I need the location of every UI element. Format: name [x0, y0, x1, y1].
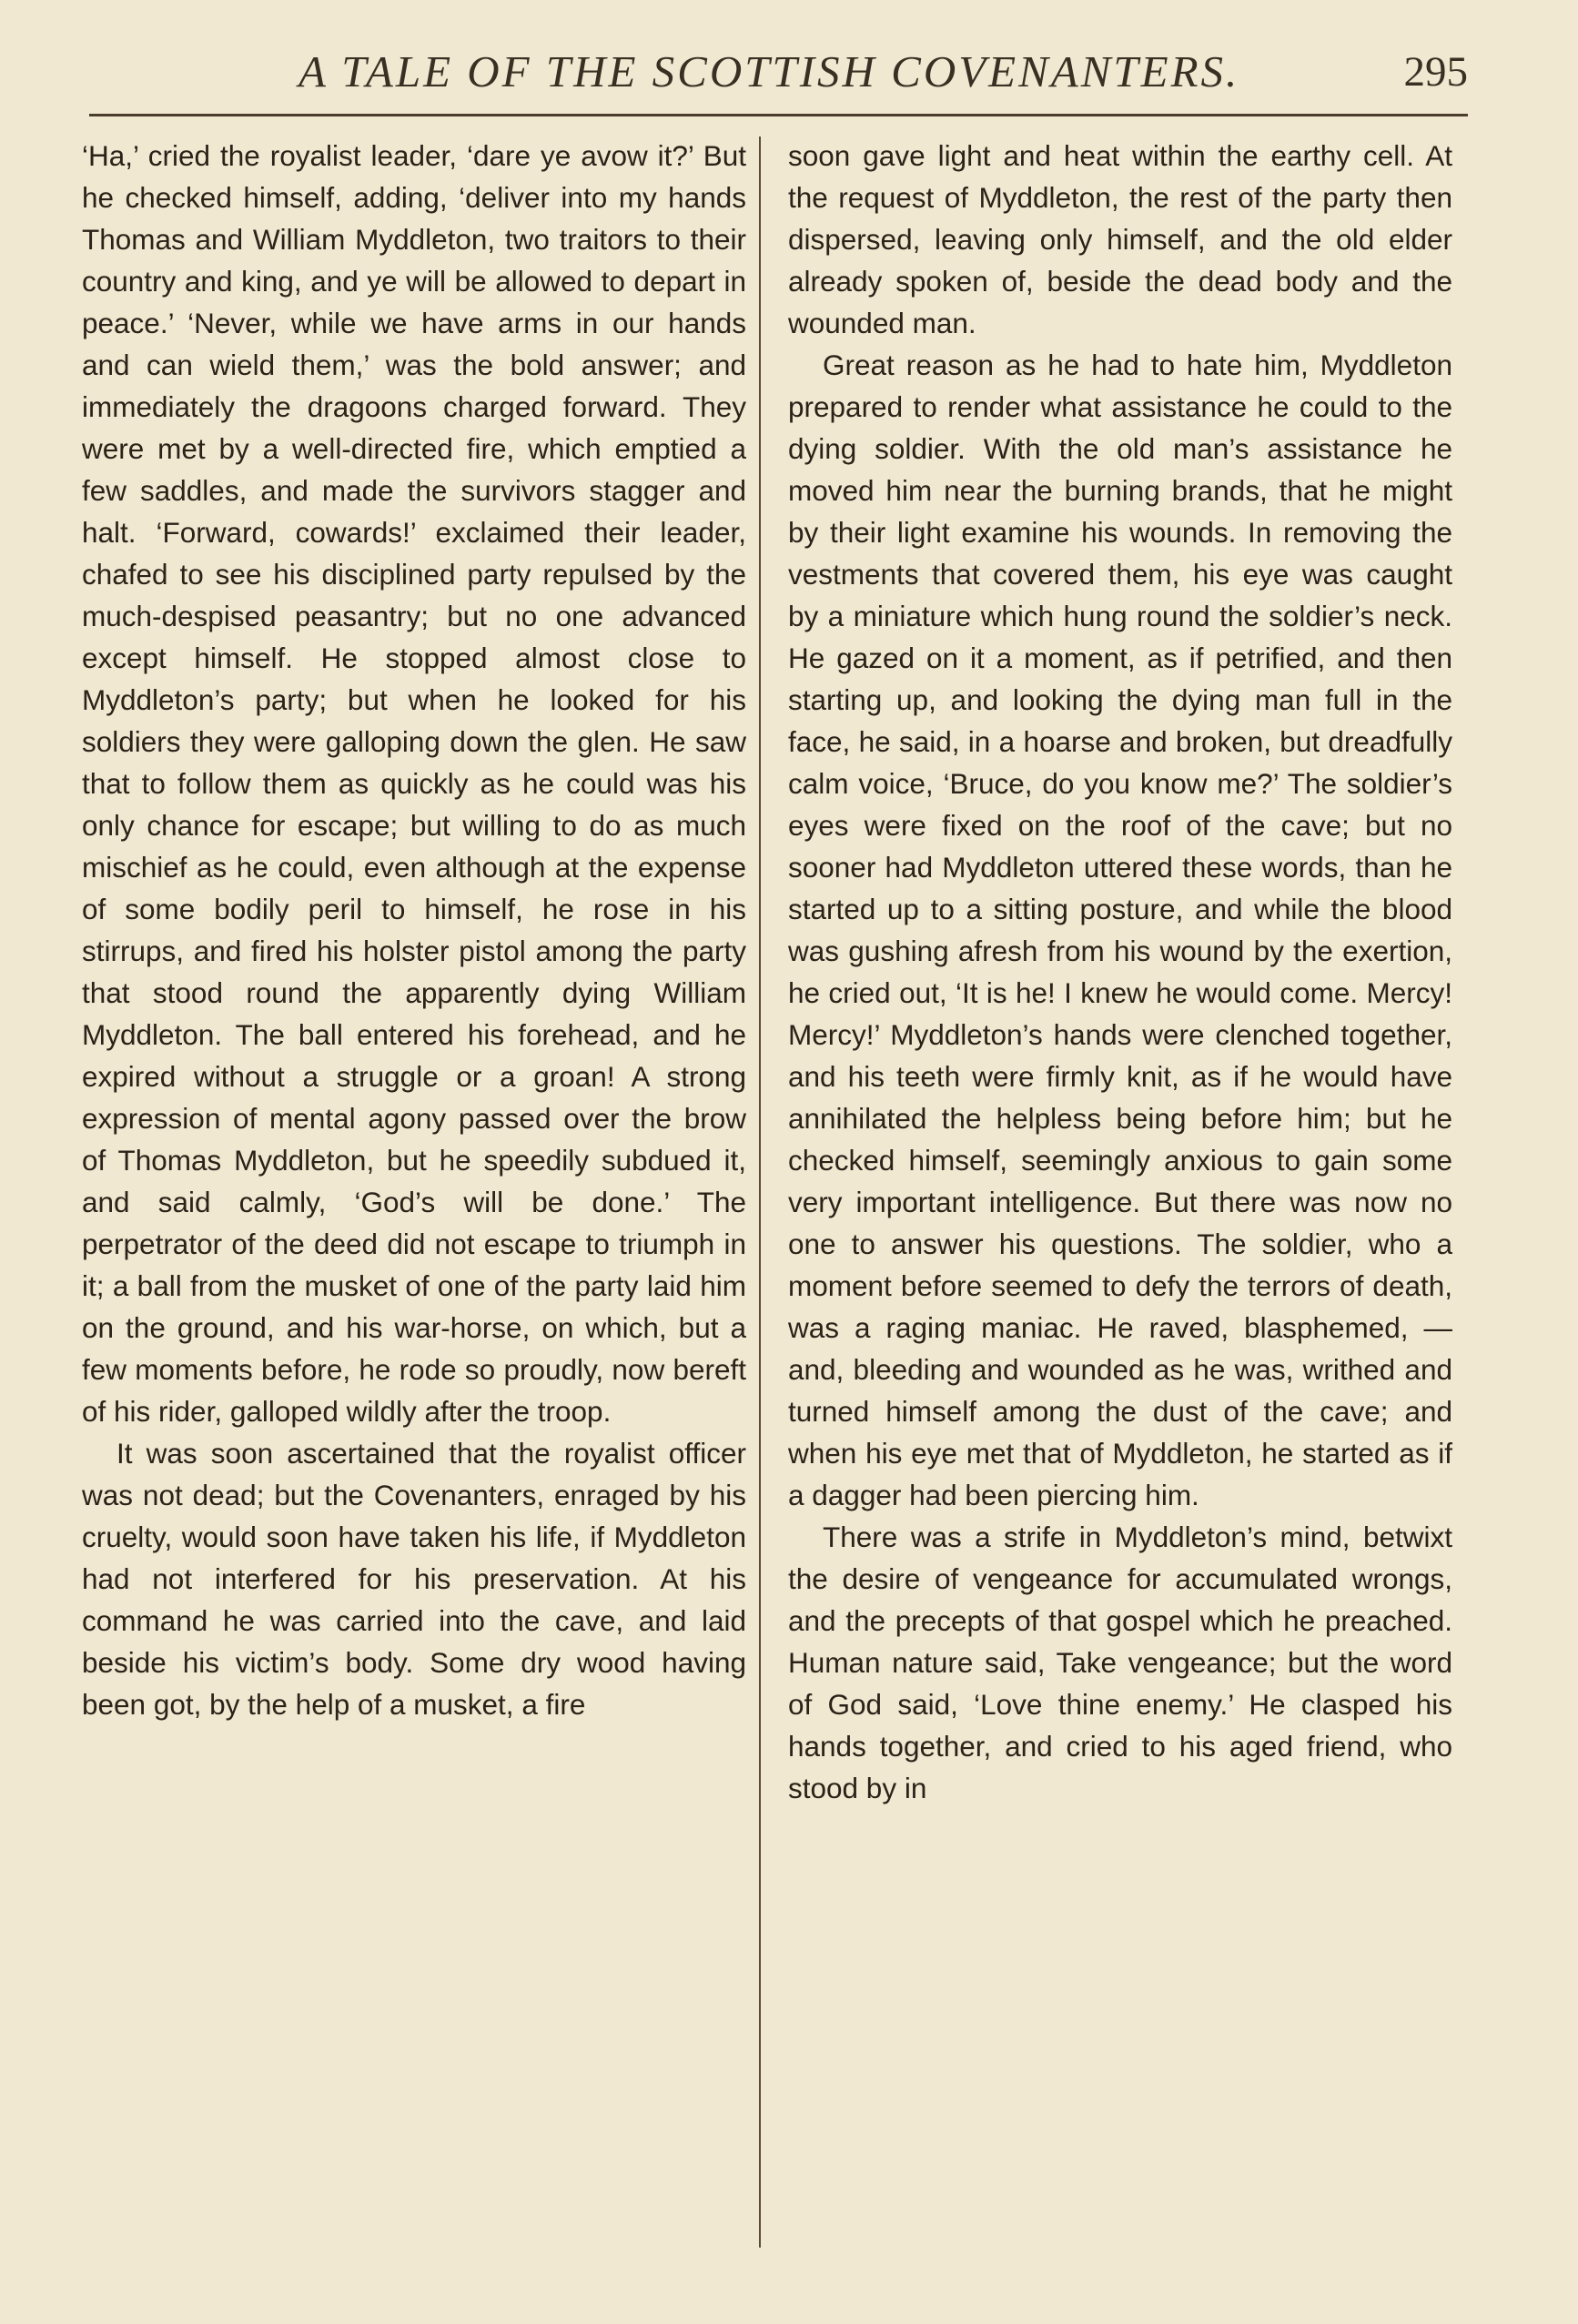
- running-title: A TALE OF THE SCOTTISH COVENANTERS.: [298, 46, 1240, 96]
- paragraph: ‘Ha,’ cried the royalist leader, ‘dare ye avow it?’ But he checked himself, adding, ‘deliver into my hands Thomas and William Myddleton, two traitors to their country and king, and ye will be allowed to depart in peace.’ ‘Never, while we have arms in our hands and can wield them,’ was the bold answer; and immediately the dragoons charged forward. They were met by a well-directed fire, which emptied a few saddles, and made the survivors stagger and halt. ‘Forward, cowards!’ exclaimed their leader, chafed to see his disciplined party repulsed by the much-despised peasantry; but no one advanced except himself. He stopped almost close to Myddleton’s party; but when he looked for his soldiers they were galloping down the glen. He saw that to follow them as quickly as he could was his only chance for escape; but willing to do as much mischief as he could, even although at the expense of some bodily peril to himself, he rose in his stirrups, and fired his holster pistol among the party that stood round the apparently dying William Myddleton. The ball entered his forehead, and he expired without a struggle or a groan! A strong expression of mental agony passed over the brow of Thomas Myddleton, but he speedily subdued it, and said calmly, ‘God’s will be done.’ The perpetrator of the deed did not escape to triumph in it; a ball from the musket of one of the party laid him on the ground, and his war-horse, on which, but a few moments before, he rode so proudly, now bereft of his rider, galloped wildly after the troop.: [82, 139, 746, 1428]
- page-header: [89, 40, 1468, 113]
- paragraph: Great reason as he had to hate him, Myddleton prepared to render what assistance he could to the dying soldier. With the old man’s assistance he moved him near the burning brands, that he might by their light examine his wounds. In removing the vestments that covered them, his eye was caught by a miniature which hung round the soldier’s neck. He gazed on it a moment, as if petrified, and then starting up, and looking the dying man full in the face, he said, in a hoarse and broken, but dreadfully calm voice, ‘Bruce, do you know me?’ The soldier’s eyes were fixed on the roof of the cave; but no sooner had Myddleton uttered these words, than he started up to a sitting posture, and while the blood was gushing afresh from his wound by the exertion, he cried out, ‘It is he! I knew he would come. Mercy! Mercy!’ Myddleton’s hands were clenched together, and his teeth were firmly knit, as if he would have annihilated the helpless being before him; but he checked himself, seemingly anxious to gain some very important intelligence. But there was now no one to answer his questions. The soldier, who a moment before seemed to defy the terrors of death, was a raging maniac. He raved, blasphemed, —and, bleeding and wounded as he was, writhed and turned himself among the dust of the cave; and when his eye met that of Myddleton, he started as if a dagger had been piercing him.: [788, 349, 1452, 1511]
- column-divider: [759, 136, 761, 2248]
- left-column: [82, 135, 746, 1725]
- paragraph: It was soon ascertained that the royalist officer was not dead; but the Covenanters, enraged by his cruelty, would soon have taken his life, if Myddleton had not interfered for his preservation. At his command he was carried into the cave, and laid beside his victim’s body. Some dry wood having been got, by the help of a musket, a fire: [82, 1437, 746, 1721]
- paragraph: There was a strife in Myddleton’s mind, betwixt the desire of vengeance for accumulated wrongs, and the precepts of that gospel which he preached. Human nature said, Take vengeance; but the word of God said, ‘Love thine enemy.’ He clasped his hands together, and cried to his aged friend, who stood by in: [788, 1521, 1452, 1804]
- page-number: 295: [1403, 48, 1468, 96]
- right-column: [788, 135, 1452, 1809]
- paragraph: soon gave light and heat within the earthy cell. At the request of Myddleton, the rest of the party then dispersed, leaving only himself, and the old elder already spoken of, beside the dead body and the wounded man.: [788, 139, 1452, 339]
- header-rule: [89, 114, 1468, 116]
